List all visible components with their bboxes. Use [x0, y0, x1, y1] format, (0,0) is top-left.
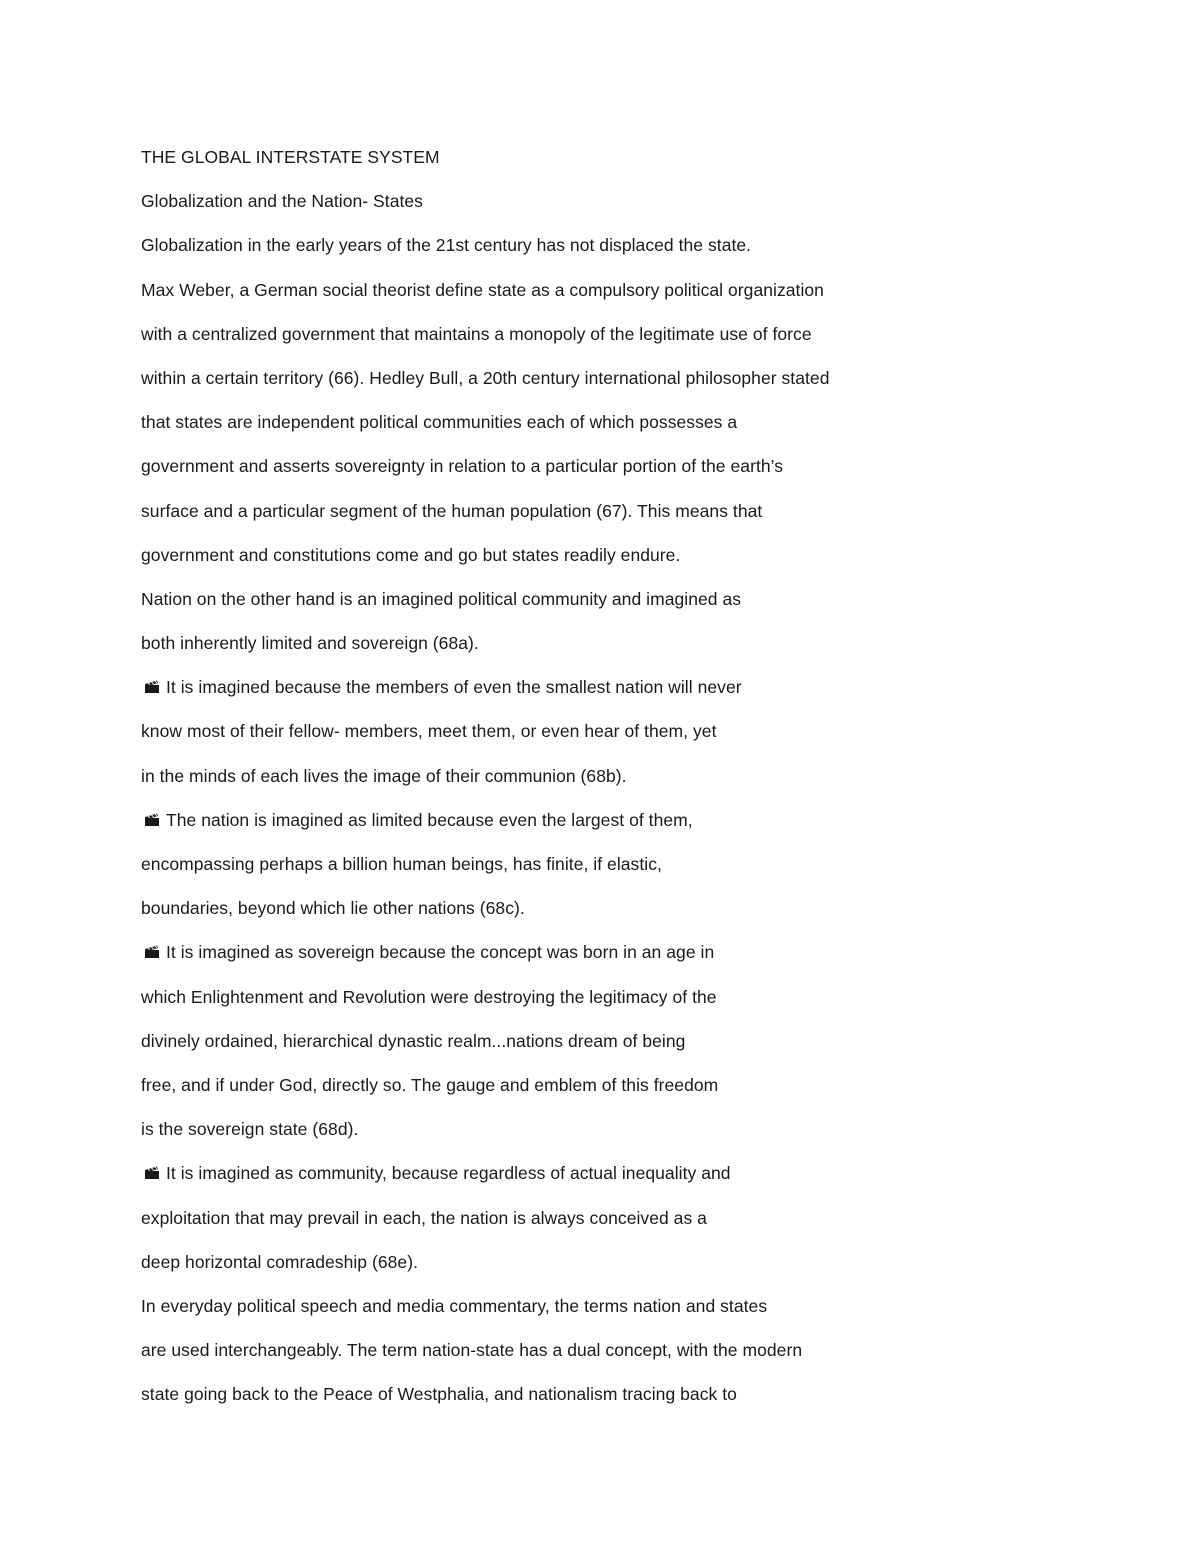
- text-line-content: The nation is imagined as limited because even the largest of them,: [166, 809, 693, 830]
- text-line-content: are used interchangeably. The term nation-state has a dual concept, with the modern: [141, 1340, 803, 1361]
- text-line: [141, 717, 1141, 761]
- text-line: [141, 1027, 1141, 1071]
- text-line-content: government and constitutions come and go but states readily endure.: [141, 544, 681, 565]
- text-line: [141, 1071, 1141, 1115]
- bullet-item-4: [141, 1159, 1141, 1203]
- bullet-item-3: [141, 938, 1141, 982]
- text-line: [141, 408, 1141, 452]
- bullet-item-2: [141, 806, 1141, 850]
- clapperboard-icon: [144, 680, 160, 694]
- text-line-content: It is imagined as sovereign because the concept was born in an age in: [166, 942, 715, 963]
- text-line-content: Max Weber, a German social theorist define state as a compulsory political organization: [141, 279, 824, 300]
- document-title: [141, 143, 1141, 187]
- text-line: [141, 629, 1141, 673]
- text-line-content: It is imagined because the members of even the smallest nation will never: [166, 677, 742, 698]
- text-line-content: which Enlightenment and Revolution were destroying the legitimacy of the: [141, 986, 717, 1007]
- text-line-content: free, and if under God, directly so. The gauge and emblem of this freedom: [141, 1074, 719, 1095]
- document-body: [141, 143, 1141, 1424]
- text-line: [141, 1248, 1141, 1292]
- text-line-content: in the minds of each lives the image of their communion (68b).: [141, 765, 627, 786]
- text-line-content: surface and a particular segment of the human population (67). This means that: [141, 500, 763, 521]
- text-line: [141, 850, 1141, 894]
- text-line-content: deep horizontal comradeship (68e).: [141, 1251, 418, 1272]
- text-line: [141, 1292, 1141, 1336]
- text-line-content: It is imagined as community, because regardless of actual inequality and: [166, 1163, 731, 1184]
- text-line: [141, 762, 1141, 806]
- text-line-content: government and asserts sovereignty in relation to a particular portion of the earth’s: [141, 456, 784, 477]
- text-line: [141, 585, 1141, 629]
- text-line-content: that states are independent political communities each of which possesses a: [141, 412, 738, 433]
- text-line-content: state going back to the Peace of Westphalia, and nationalism tracing back to: [141, 1384, 737, 1405]
- text-line-content: with a centralized government that maintains a monopoly of the legitimate use of force: [141, 323, 812, 344]
- text-line: [141, 497, 1141, 541]
- clapperboard-icon: [144, 945, 160, 959]
- text-line: [141, 231, 1141, 275]
- text-line: [141, 1115, 1141, 1159]
- text-line-content: In everyday political speech and media commentary, the terms nation and states: [141, 1295, 768, 1316]
- text-line: [141, 364, 1141, 408]
- text-line-content: Nation on the other hand is an imagined political community and imagined as: [141, 588, 742, 609]
- text-line-content: divinely ordained, hierarchical dynastic realm...nations dream of being: [141, 1030, 686, 1051]
- bullet-item-1: [141, 673, 1141, 717]
- text-line: [141, 1204, 1141, 1248]
- text-line-content: encompassing perhaps a billion human beings, has finite, if elastic,: [141, 854, 662, 874]
- clapperboard-icon: [144, 1166, 160, 1180]
- text-line: [141, 894, 1141, 938]
- text-line-content: is the sovereign state (68d).: [141, 1119, 359, 1140]
- text-line-content: within a certain territory (66). Hedley Bull, a 20th century international philosopher stated: [141, 367, 830, 388]
- text-line: [141, 276, 1141, 320]
- text-line-content: Globalization in the early years of the 21st century has not displaced the state.: [141, 235, 752, 256]
- text-line-content: know most of their fellow- members, meet them, or even hear of them, yet: [141, 721, 717, 742]
- text-line: [141, 320, 1141, 364]
- text-line: [141, 1336, 1141, 1380]
- text-line: [141, 983, 1141, 1027]
- text-line-content: boundaries, beyond which lie other nations (68c).: [141, 898, 525, 919]
- text-line: [141, 541, 1141, 585]
- text-line: [141, 452, 1141, 496]
- title-text: THE GLOBAL INTERSTATE SYSTEM: [141, 147, 440, 167]
- text-line-content: both inherently limited and sovereign (68a).: [141, 633, 479, 654]
- clapperboard-icon: [144, 813, 160, 827]
- text-line-content: exploitation that may prevail in each, the nation is always conceived as a: [141, 1207, 707, 1228]
- text-line: [141, 1380, 1141, 1424]
- subtitle-text: Globalization and the Nation- States: [141, 191, 423, 212]
- document-subtitle: [141, 187, 1141, 231]
